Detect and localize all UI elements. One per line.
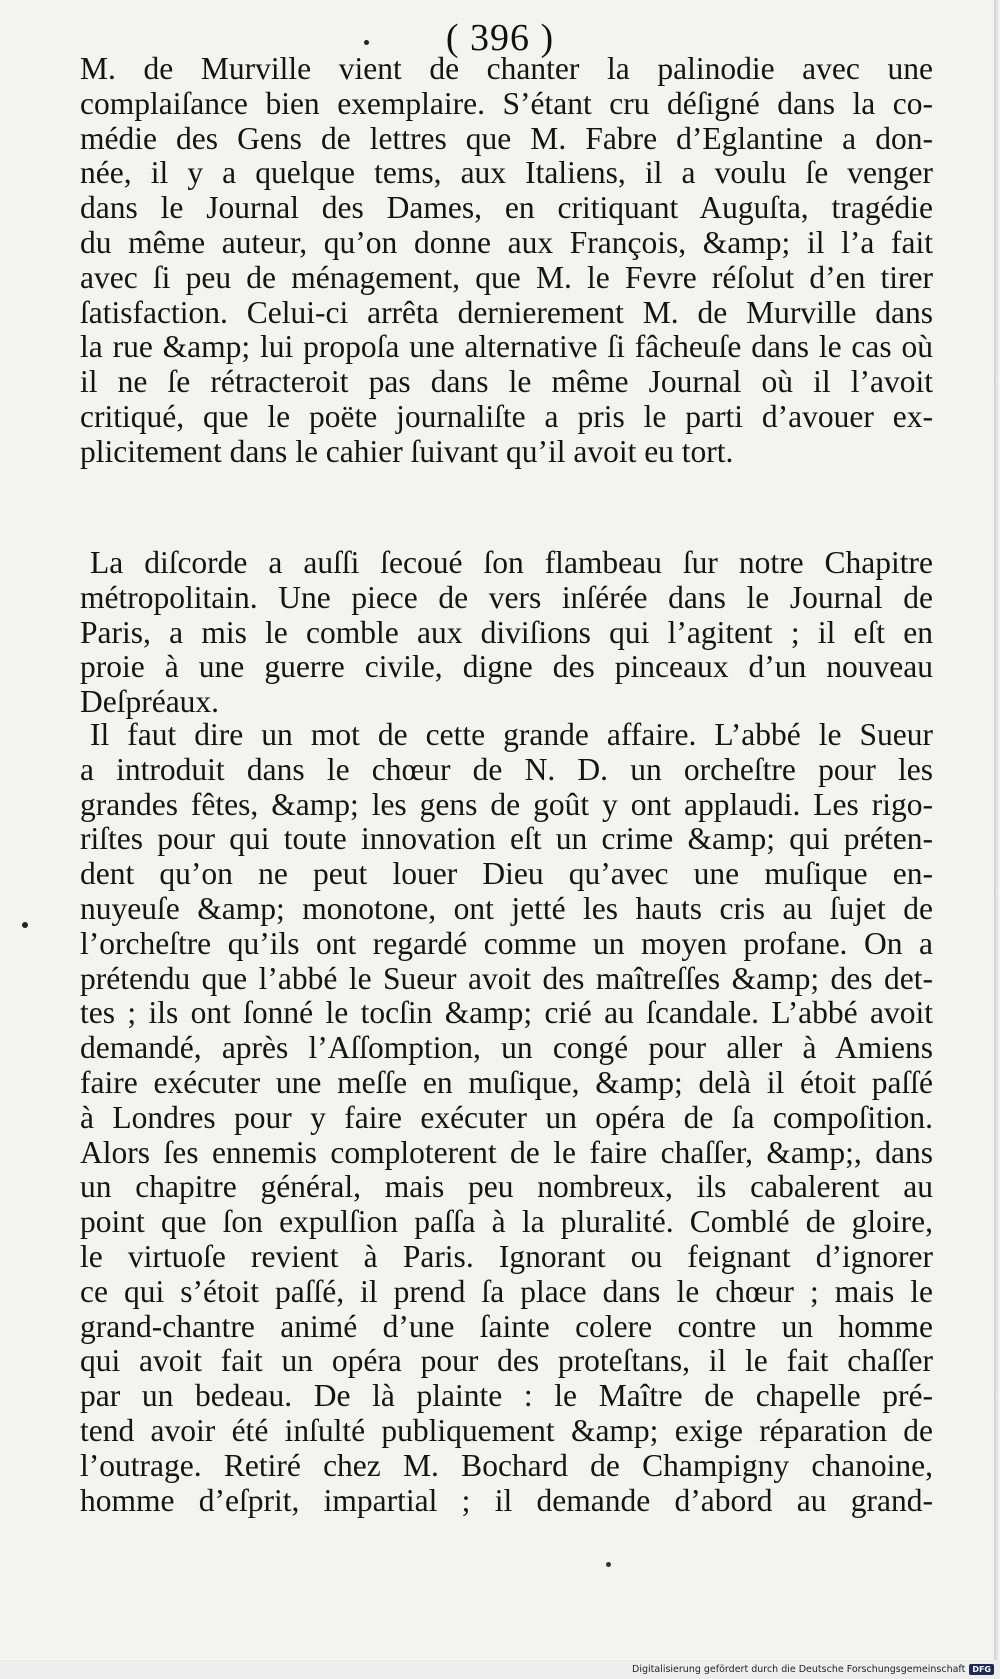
text-line: riſtes pour qui toute innovation eſt un crime &amp; qui préten-: [80, 821, 933, 857]
text-line: tes ; ils ont ſonné le tocſin &amp; crié au ſcandale. L’abbé avoit: [80, 995, 933, 1031]
text-line: grand-chantre animé d’une ſainte colere contre un homme: [80, 1308, 933, 1344]
text-line: il ne ſe rétracteroit pas dans le même Journal où il l’avoit: [80, 364, 933, 400]
text-line: faire exécuter une meſſe en muſique, &amp; delà il étoit paſſé: [80, 1064, 933, 1100]
text-line: proie à une guerre civile, digne des pinceaux d’un nouveau: [80, 649, 933, 685]
text-line: critiqué, que le poëte journaliſte a pris le parti d’avouer ex-: [80, 398, 933, 434]
text-line: tend avoir été inſulté publiquement &amp; exige réparation de: [80, 1412, 933, 1448]
text-line: l’orcheſtre qu’ils ont regardé comme un moyen profane. On a: [80, 925, 933, 961]
paragraph-murville: [80, 52, 933, 470]
page-edge: [994, 0, 1000, 1660]
text-line: par un bedeau. De là plainte : le Maître de chapelle pré-: [80, 1378, 933, 1414]
text-line: point que ſon expulſion paſſa à la pluralité. Comblé de gloire,: [80, 1204, 933, 1240]
text-line: qui avoit fait un opéra pour des proteſtans, il le fait chaſſer: [80, 1343, 933, 1379]
text-line: prétendu que l’abbé le Sueur avoit des maîtreſſes &amp; des det-: [80, 960, 933, 996]
paragraph-le-sueur: [80, 718, 933, 1518]
text-line: ce qui s’étoit paſſé, il prend ſa place dans le chœur ; mais le: [80, 1273, 933, 1309]
text-line: grandes fêtes, &amp; les gens de goût y ont applaudi. Les rigo-: [80, 786, 933, 822]
dfg-logo: DFG: [969, 1664, 994, 1675]
text-line: demandé, après l’Aſſomption, un congé pour aller à Amiens: [80, 1030, 933, 1066]
text-line: a introduit dans le chœur de N. D. un orcheſtre pour les: [80, 751, 933, 787]
text-line: l’outrage. Retiré chez M. Bochard de Champigny chanoine,: [80, 1447, 933, 1483]
ink-speck: [364, 40, 369, 45]
text-line: dent qu’on ne peut louer Dieu qu’avec une muſique en-: [80, 856, 933, 892]
text-line: homme d’eſprit, impartial ; il demande d’abord au grand-: [80, 1482, 933, 1518]
text-line: à Londres pour y faire exécuter un opéra de ſa compoſition.: [80, 1099, 933, 1135]
text-line: la rue &amp; lui propoſa une alternative ſi fâcheuſe dans le cas où: [80, 329, 933, 365]
footer-credit: [632, 1661, 994, 1677]
text-line: nuyeuſe &amp; monotone, ont jetté les hauts cris au ſujet de: [80, 890, 933, 926]
paragraph-chapitre: [80, 546, 933, 720]
text-line: La diſcorde a auſſi ſecoué ſon flambeau ſur notre Chapitre: [90, 545, 933, 580]
ink-speck: [606, 1562, 611, 1567]
text-line: du même auteur, qu’on donne aux François, &amp; il l’a fait: [80, 224, 933, 260]
text-line: le virtuoſe revient à Paris. Ignorant ou feignant d’ignorer: [80, 1238, 933, 1274]
text-line: Alors ſes ennemis comploterent de le faire chaſſer, &amp;, dans: [80, 1134, 933, 1170]
text-line: médie des Gens de lettres que M. Fabre d’Eglantine a don-: [80, 120, 933, 156]
text-line: complaiſance bien exemplaire. S’étant cru déſigné dans la co-: [80, 85, 933, 121]
text-line: un chapitre général, mais peu nombreux, ils cabalerent au: [80, 1169, 933, 1205]
text-line: M. de Murville vient de chanter la palinodie avec une: [80, 51, 933, 86]
text-line: Il faut dire un mot de cette grande affaire. L’abbé le Sueur: [90, 717, 933, 752]
text-line: dans le Journal des Dames, en critiquant Auguſta, tragédie: [80, 190, 933, 226]
text-line: Deſpréaux.: [80, 684, 220, 720]
footer-text: Digitalisierung gefördert durch die Deutsche Forschungsgemeinschaft: [632, 1663, 966, 1675]
text-line: ſatisfaction. Celui-ci arrêta dernierement M. de Murville dans: [80, 294, 933, 330]
ink-speck: [22, 922, 28, 928]
text-line: née, il y a quelque tems, aux Italiens, il a voulu ſe venger: [80, 155, 933, 191]
text-line: plicitement dans le cahier ſuivant qu’il avoit eu tort.: [80, 433, 734, 469]
page-number: ( 396 ): [445, 17, 555, 59]
text-line: avec ſi peu de ménagement, que M. le Fevre réſolut d’en tirer: [80, 259, 933, 295]
text-line: Paris, a mis le comble aux diviſions qui l’agitent ; il eſt en: [80, 614, 933, 650]
text-line: métropolitain. Une piece de vers inſérée dans le Journal de: [80, 579, 933, 615]
